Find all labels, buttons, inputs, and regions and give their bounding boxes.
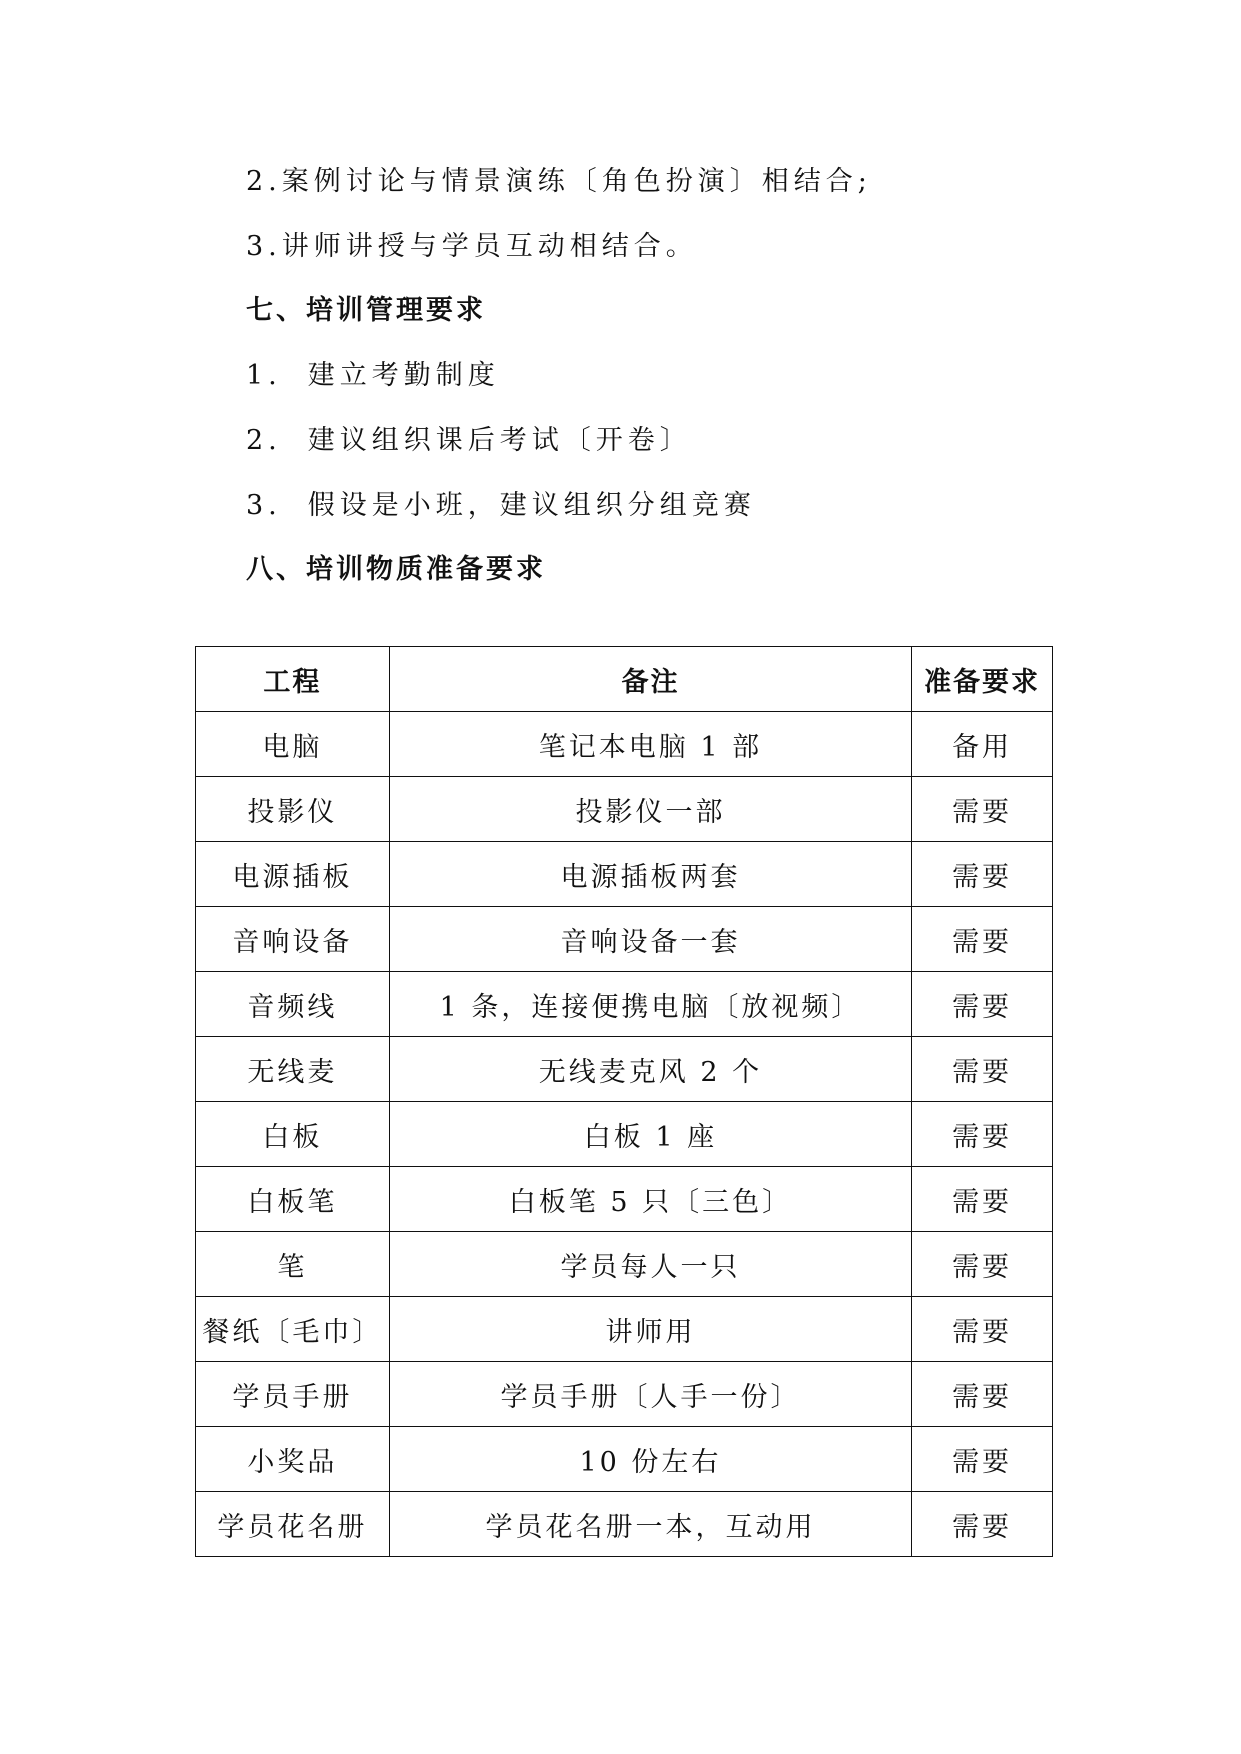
cell-requirement: 需要 [912, 1427, 1053, 1492]
cell-requirement: 需要 [912, 1037, 1053, 1102]
cell-item: 无线麦 [196, 1037, 390, 1102]
cell-note: 白板笔 5 只〔三色〕 [389, 1167, 911, 1232]
table-row [196, 842, 1053, 907]
table-row [196, 907, 1053, 972]
table-row [196, 1232, 1053, 1297]
cell-note: 学员每人一只 [389, 1232, 911, 1297]
cell-requirement: 需要 [912, 1297, 1053, 1362]
cell-item: 电脑 [196, 712, 390, 777]
cell-note: 白板 1 座 [389, 1102, 911, 1167]
cell-requirement: 备用 [912, 712, 1053, 777]
materials-table [195, 646, 1053, 1557]
cell-item: 学员手册 [196, 1362, 390, 1427]
cell-requirement: 需要 [912, 972, 1053, 1037]
cell-note: 学员手册〔人手一份〕 [389, 1362, 911, 1427]
cell-note: 讲师用 [389, 1297, 911, 1362]
management-item-1-num: 1. [246, 360, 282, 391]
cell-item: 音频线 [196, 972, 390, 1037]
header-note: 备注 [389, 647, 911, 712]
section-8-title: 八、培训物质准备要求 [246, 554, 546, 585]
cell-requirement: 需要 [912, 1492, 1053, 1557]
table-row [196, 1492, 1053, 1557]
cell-note: 音响设备一套 [389, 907, 911, 972]
header-requirement: 准备要求 [912, 647, 1053, 712]
cell-note: 1 条，连接便携电脑〔放视频〕 [389, 972, 911, 1037]
cell-note: 10 份左右 [389, 1427, 911, 1492]
table-row [196, 1037, 1053, 1102]
cell-item: 小奖品 [196, 1427, 390, 1492]
table-row [196, 1362, 1053, 1427]
management-item-1-text: 建立考勤制度 [307, 360, 500, 391]
cell-item: 餐纸〔毛巾〕 [196, 1297, 390, 1362]
cell-item: 电源插板 [196, 842, 390, 907]
table-row [196, 972, 1053, 1037]
method-line-2: 2.案例讨论与情景演练〔角色扮演〕相结合; [246, 166, 872, 197]
header-item: 工程 [196, 647, 390, 712]
cell-item: 白板 [196, 1102, 390, 1167]
cell-note: 投影仪一部 [389, 777, 911, 842]
method-line-3: 3.讲师讲授与学员互动相结合。 [246, 231, 698, 262]
cell-requirement: 需要 [912, 777, 1053, 842]
table-row [196, 1427, 1053, 1492]
cell-item: 音响设备 [196, 907, 390, 972]
cell-requirement: 需要 [912, 842, 1053, 907]
table-row [196, 1297, 1053, 1362]
cell-item: 白板笔 [196, 1167, 390, 1232]
table-row [196, 777, 1053, 842]
cell-note: 无线麦克风 2 个 [389, 1037, 911, 1102]
cell-requirement: 需要 [912, 907, 1053, 972]
cell-requirement: 需要 [912, 1362, 1053, 1427]
cell-note: 笔记本电脑 1 部 [389, 712, 911, 777]
management-item-2-text: 建议组织课后考试〔开卷〕 [307, 425, 692, 456]
table-row [196, 1167, 1053, 1232]
table-row [196, 1102, 1053, 1167]
cell-requirement: 需要 [912, 1167, 1053, 1232]
table-header-row [196, 647, 1053, 712]
management-item-2 [246, 423, 692, 459]
management-item-3-text: 假设是小班，建议组织分组竞赛 [307, 490, 756, 521]
cell-note: 学员花名册一本，互动用 [389, 1492, 911, 1557]
cell-note: 电源插板两套 [389, 842, 911, 907]
table-row [196, 712, 1053, 777]
management-item-1 [246, 358, 500, 394]
management-item-3-num: 3. [246, 490, 282, 521]
management-item-2-num: 2. [246, 425, 282, 456]
cell-requirement: 需要 [912, 1102, 1053, 1167]
cell-item: 投影仪 [196, 777, 390, 842]
cell-requirement: 需要 [912, 1232, 1053, 1297]
management-item-3 [246, 488, 756, 524]
cell-item: 学员花名册 [196, 1492, 390, 1557]
section-7-title: 七、培训管理要求 [246, 295, 486, 326]
cell-item: 笔 [196, 1232, 390, 1297]
